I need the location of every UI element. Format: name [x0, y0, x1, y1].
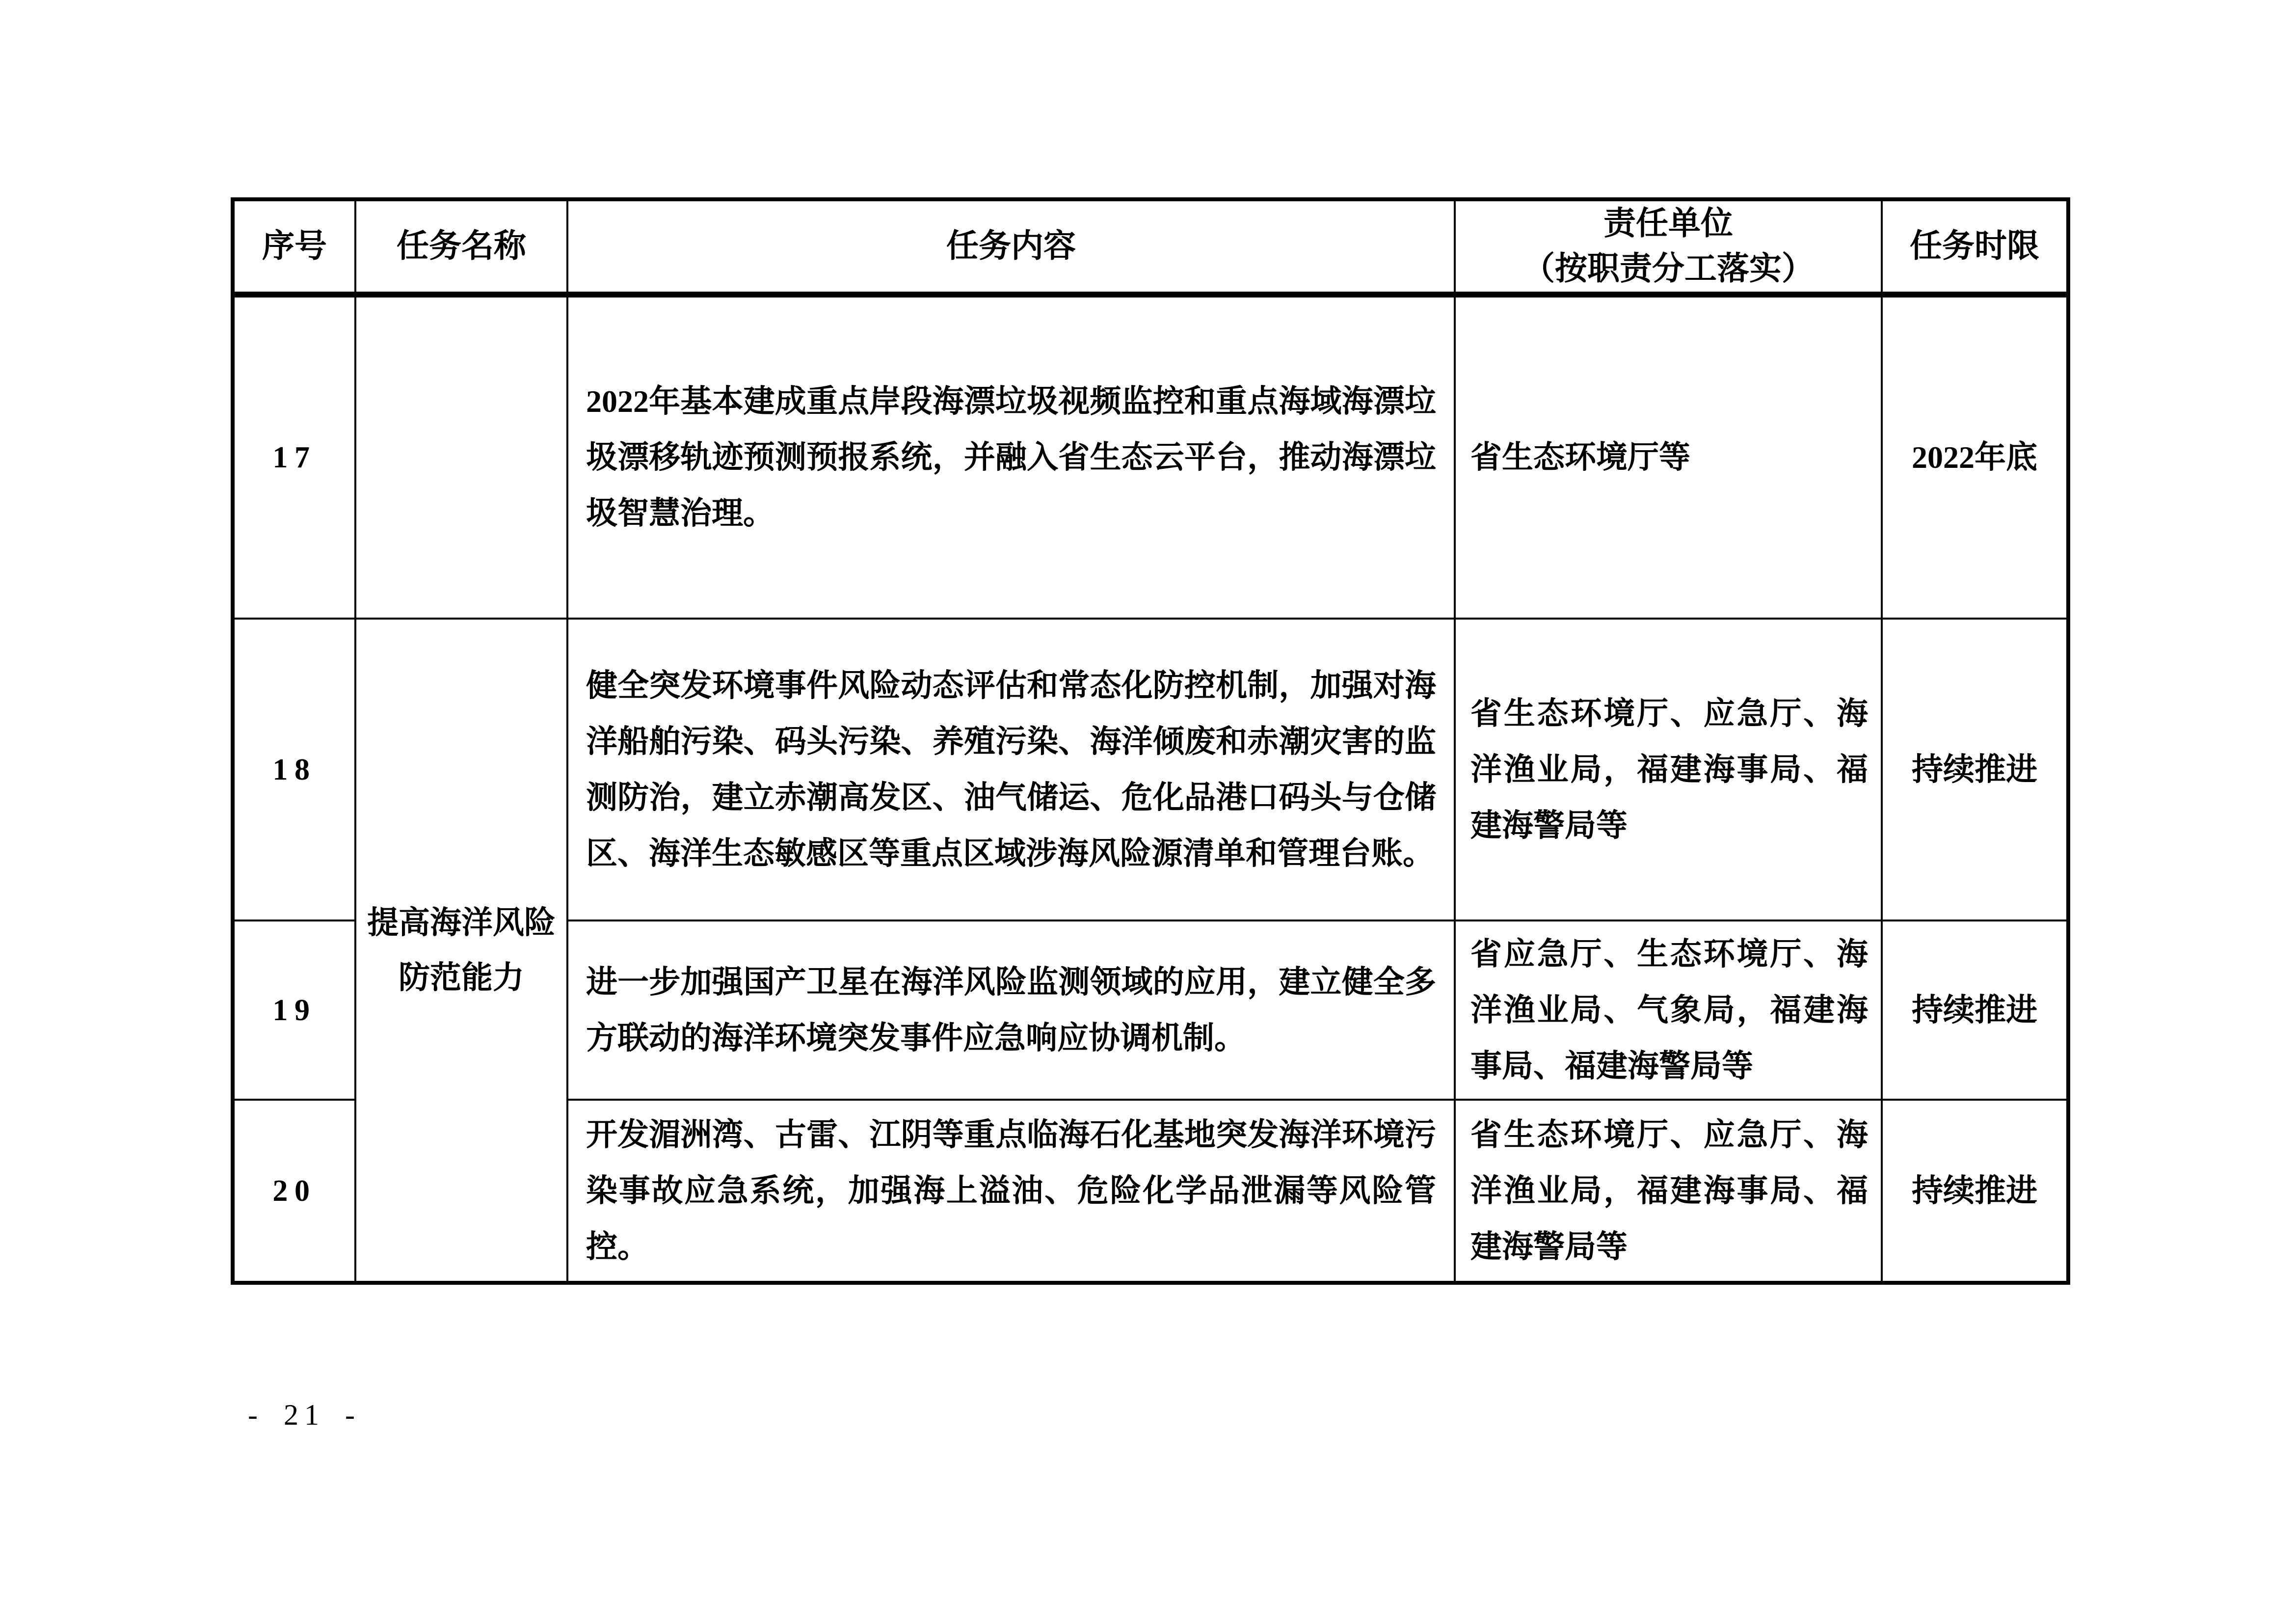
row17-deadline: 2022年底	[1882, 295, 2068, 619]
header-task-content	[567, 199, 1455, 295]
row19-responsible-unit: 省应急厅、生态环境厅、海洋渔业局、气象局，福建海事局、福建海警局等	[1455, 920, 1882, 1100]
header-index-label: 序号	[262, 228, 327, 264]
row18-index: 18	[233, 619, 355, 920]
table-header-row	[233, 199, 2068, 295]
row18-deadline: 持续推进	[1882, 619, 2068, 920]
header-task-name-label: 任务名称	[397, 228, 526, 264]
table-row	[233, 619, 2068, 920]
task-group-name-cell: 提高海洋风险防范能力	[355, 619, 567, 1283]
header-deadline	[1882, 199, 2068, 295]
row18-responsible-unit: 省生态环境厅、应急厅、海洋渔业局，福建海事局、福建海警局等	[1455, 619, 1882, 920]
row17-task-content: 2022年基本建成重点岸段海漂垃圾视频监控和重点海域海漂垃圾漂移轨迹预测预报系统，并融入省生态云平台，推动海漂垃圾智慧治理。	[567, 295, 1455, 619]
row17-responsible-unit: 省生态环境厅等	[1455, 295, 1882, 619]
page-number: - 21 -	[248, 1399, 361, 1431]
header-responsible-unit-line2: （按职责分工落实）	[1522, 251, 1814, 287]
row19-deadline: 持续推进	[1882, 920, 2068, 1100]
header-task-content-label: 任务内容	[946, 228, 1076, 264]
row19-task-content: 进一步加强国产卫星在海洋风险监测领域的应用，建立健全多方联动的海洋环境突发事件应急响应协调机制。	[567, 920, 1455, 1100]
row19-index: 19	[233, 920, 355, 1100]
row20-task-content: 开发湄洲湾、古雷、江阴等重点临海石化基地突发海洋环境污染事故应急系统，加强海上溢油、危险化学品泄漏等风险管控。	[567, 1100, 1455, 1283]
row20-deadline: 持续推进	[1882, 1100, 2068, 1283]
header-responsible-unit	[1455, 199, 1882, 295]
header-deadline-label: 任务时限	[1910, 228, 2039, 264]
row17-index: 17	[233, 295, 355, 619]
row17-task-name	[355, 295, 567, 619]
header-task-name	[355, 199, 567, 295]
row20-index: 20	[233, 1100, 355, 1283]
row18-task-content: 健全突发环境事件风险动态评估和常态化防控机制，加强对海洋船舶污染、码头污染、养殖污染、海洋倾废和赤潮灾害的监测防治，建立赤潮高发区、油气储运、危化品港口码头与仓储区、海洋生态敏感区等重点区域涉海风险源清单和管理台账。	[567, 619, 1455, 920]
table-row	[233, 295, 2068, 619]
header-index	[233, 199, 355, 295]
task-table	[231, 197, 2070, 1285]
row20-responsible-unit: 省生态环境厅、应急厅、海洋渔业局，福建海事局、福建海警局等	[1455, 1100, 1882, 1283]
header-responsible-unit-line1: 责任单位	[1603, 206, 1733, 242]
